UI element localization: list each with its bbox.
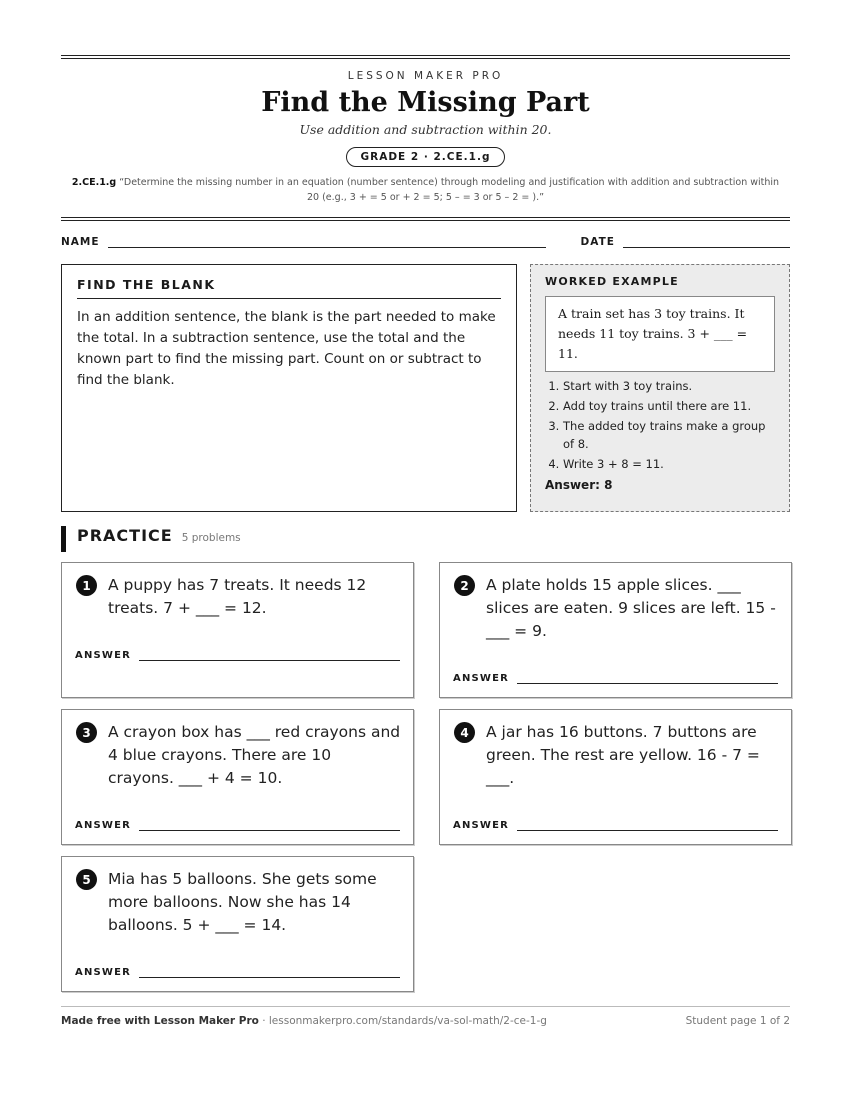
footer-made-with: Made free with Lesson Maker Pro — [61, 1015, 259, 1027]
find-the-blank-title: FIND THE BLANK — [77, 277, 501, 299]
problem-card-4 — [439, 709, 792, 845]
problem-card-5 — [61, 856, 414, 992]
problem-text: A jar has 16 buttons. 7 buttons are green. The rest are yellow. 16 - 7 = ___. — [486, 723, 760, 787]
practice-grid — [61, 562, 790, 992]
worked-example-answer: Answer: 8 — [545, 478, 613, 492]
answer-label: ANSWER — [453, 820, 510, 831]
brand-name: LESSON MAKER PRO — [347, 70, 504, 82]
problem-number: 3 — [76, 722, 97, 743]
badge-wrap — [61, 145, 790, 167]
problem-number: 5 — [76, 869, 97, 890]
worked-example-title: WORKED EXAMPLE — [545, 275, 679, 288]
find-the-blank-text: In an addition sentence, the blank is the part needed to make the total. In a subtraction sentence, use the total and the known part to find the missing part. Count on or subtract to find the blank. — [77, 309, 496, 388]
answer-label: ANSWER — [75, 967, 132, 978]
problem-number: 2 — [454, 575, 475, 596]
problem-text: A crayon box has ___ red crayons and 4 blue crayons. There are 10 crayons. ___ + 4 = 10. — [108, 723, 401, 787]
practice-bar — [61, 526, 66, 552]
answer-field[interactable] — [517, 673, 778, 684]
worked-example-steps — [545, 377, 775, 473]
problem-card-3 — [61, 709, 414, 845]
problem-number: 4 — [454, 722, 475, 743]
footer-url[interactable]: · lessonmakerpro.com/standards/va-sol-math/2-ce-1-g — [258, 1015, 547, 1027]
practice-label: PRACTICE — [77, 526, 173, 545]
answer-label: ANSWER — [75, 820, 132, 831]
step-item: 3. The added toy trains make a group of 8. — [563, 417, 775, 453]
worked-example-box — [530, 264, 790, 512]
problem-card-1 — [61, 562, 414, 698]
answer-row — [75, 650, 400, 661]
page-subtitle: Use addition and subtraction within 20. — [299, 122, 552, 137]
practice-count: 5 problems — [181, 532, 241, 544]
date-field[interactable] — [623, 235, 790, 248]
answer-row — [453, 673, 778, 684]
answer-row — [75, 820, 400, 831]
problem-number: 1 — [76, 575, 97, 596]
footer-page-number: Student page 1 of 2 — [685, 1015, 790, 1027]
name-date-row — [61, 235, 790, 248]
step-item: 1. Start with 3 toy trains. — [563, 377, 775, 395]
problem-card-2 — [439, 562, 792, 698]
answer-field[interactable] — [517, 820, 778, 831]
standard-description — [61, 175, 790, 205]
problem-text: A puppy has 7 treats. It needs 12 treats. 7 + ___ = 12. — [108, 576, 367, 617]
top-rule — [61, 55, 790, 59]
lesson-boxes — [61, 264, 790, 512]
problem-text: A plate holds 15 apple slices. ___ slices are eaten. 9 slices are left. 15 - ___ = 9. — [486, 576, 776, 640]
answer-field[interactable] — [139, 967, 400, 978]
practice-heading — [61, 526, 790, 552]
worksheet-page — [61, 55, 790, 992]
page-title: Find the Missing Part — [261, 87, 590, 118]
standard-text: “Determine the missing number in an equation (number sentence) through modeling and justification with addition and subtraction within 20 (e.g., 3 + = 5 or + 2 = 5; 5 – = 3 or 5 – 2 = ).” — [119, 177, 780, 203]
step-item: 4. Write 3 + 8 = 11. — [563, 455, 775, 473]
find-the-blank-box — [61, 264, 517, 512]
footer-credit — [61, 1015, 547, 1027]
standard-code: 2.CE.1.g — [71, 177, 117, 188]
date-label: DATE — [580, 236, 615, 248]
worked-example-problem: A train set has 3 toy trains. It needs 11 toy trains. 3 + ___ = 11. — [545, 296, 775, 372]
answer-label: ANSWER — [75, 650, 132, 661]
header-rule — [61, 217, 790, 221]
step-item: 2. Add toy trains until there are 11. — [563, 397, 775, 415]
grade-badge: GRADE 2 · 2.CE.1.g — [346, 147, 506, 167]
answer-field[interactable] — [139, 820, 400, 831]
name-field[interactable] — [108, 235, 546, 248]
answer-label: ANSWER — [453, 673, 510, 684]
answer-field[interactable] — [139, 650, 400, 661]
answer-row — [453, 820, 778, 831]
page-footer — [61, 1006, 790, 1027]
name-label: NAME — [61, 236, 100, 248]
answer-row — [75, 967, 400, 978]
problem-text: Mia has 5 balloons. She gets some more balloons. Now she has 14 balloons. 5 + ___ = 14. — [108, 870, 377, 934]
